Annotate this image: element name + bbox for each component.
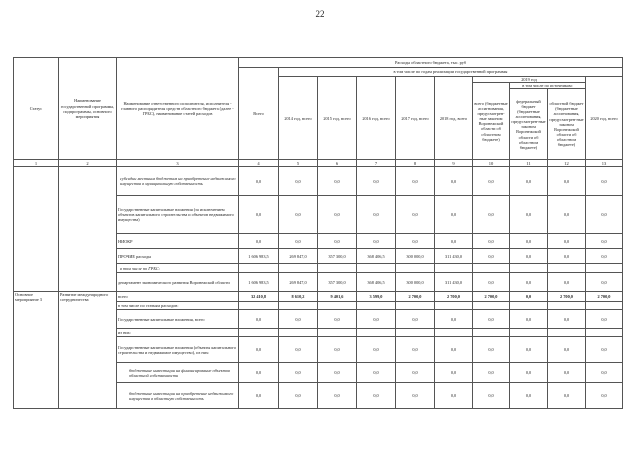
row-description: в том числе по статьям расходов: [117,302,239,310]
budget-table [13,57,623,409]
row-description: департамент экономического развития Воронежской области [117,273,239,292]
cell-value: 269 847,0 [279,273,318,292]
cell-value: 0,0 [357,310,396,329]
cell-value: 0,0 [586,167,623,196]
cell-value: 0,0 [510,337,548,363]
cell-value: 0,0 [239,196,279,234]
header-status: Статус [14,58,59,160]
cell-value: 0,0 [396,234,435,249]
table-row [14,167,623,196]
cell-value: 0,0 [279,337,318,363]
cell-value: 0,0 [435,310,473,329]
cell-value: 0,0 [239,383,279,409]
column-number: 9 [435,160,473,167]
cell-value: 0,0 [279,234,318,249]
cell-value: 0,0 [318,167,357,196]
cell-value: 0,0 [396,310,435,329]
cell-value: 0,0 [586,337,623,363]
cell-value: 0,0 [586,363,623,383]
cell-value: 0,0 [357,234,396,249]
cell-value: 0,0 [586,196,623,234]
cell-value: 0,0 [510,292,548,302]
column-number: 3 [117,160,239,167]
cell-value: 0,0 [396,363,435,383]
cell-value: 0,0 [239,234,279,249]
cell-value: 0,0 [396,383,435,409]
cell-value: 0,0 [318,337,357,363]
cell-value: 0,0 [435,337,473,363]
cell-value: 0,0 [435,234,473,249]
cell-value: 0,0 [548,273,586,292]
column-number: 8 [396,160,435,167]
cell-value: 0,0 [473,196,510,234]
cell-value: 2 700,0 [396,292,435,302]
cell-value: 2 700,0 [435,292,473,302]
header-including-years: в том числе по годам реализации государственной программы [279,68,623,77]
cell-value: 1 606 983,5 [239,273,279,292]
cell-value: 8 610,2 [279,292,318,302]
cell-value: 0,0 [510,363,548,383]
cell-value: 0,0 [318,383,357,409]
row-description: в том числе по ГРБС: [117,264,239,273]
cell-value: 0,0 [510,234,548,249]
status-cell [14,167,59,292]
cell-value: 0,0 [548,363,586,383]
cell-value: 0,0 [473,310,510,329]
cell-value: 0,0 [473,363,510,383]
column-number: 12 [548,160,586,167]
header-2019-total: всего (бюджетные ассигнования, предусмотрен-ные законом Воронежской области об областном бюджете) [473,83,510,160]
cell-value: 0,0 [318,234,357,249]
activity-name: Развитие международного сотрудничества [59,292,117,409]
cell-value: 0,0 [279,363,318,383]
column-number: 13 [586,160,623,167]
header-2014: 2014 год, всего [279,77,318,160]
column-number: 6 [318,160,357,167]
cell-value: 311 430,0 [435,249,473,264]
cell-value: 0,0 [510,273,548,292]
cell-value: 0,0 [357,167,396,196]
cell-value: 0,0 [586,234,623,249]
column-number: 4 [239,160,279,167]
header-federal: федеральный бюджет (бюджетные ассигнования, предусмотрен-ные законом Воронежской области об областном бюджете) [510,89,548,160]
cell-value: 0,0 [473,383,510,409]
header-including-sources: в том числе по источникам: [510,83,586,89]
header-budget-expenses: Расходы областного бюджета, тыс. руб [239,58,623,68]
cell-value: 0,0 [396,337,435,363]
cell-value: 0,0 [586,383,623,409]
cell-value: 0,0 [548,310,586,329]
activity-status: Основное мероприятие 3 [14,292,59,409]
cell-value: 3 599,0 [357,292,396,302]
cell-value: 0,0 [510,249,548,264]
column-number: 11 [510,160,548,167]
cell-value: 2 700,0 [548,292,586,302]
cell-value: 0,0 [548,249,586,264]
cell-value: 0,0 [279,167,318,196]
row-description: бюджетные инвестиции на финансирование объектов областной собственности [117,363,239,383]
row-description: Государственные капитальные вложения, всего [117,310,239,329]
cell-value: 0,0 [279,310,318,329]
cell-value: 0,0 [357,383,396,409]
row-description: субсидии местным бюджетам на приобретение недвижимого имущества в муниципальную собственность [117,167,239,196]
row-description: НИОКР [117,234,239,249]
cell-value: 0,0 [473,167,510,196]
row-description: Государственные капитальные вложения (объекты капитального строительства и недвижимое имущество), из них: [117,337,239,363]
header-2019: 2019 год [473,77,586,83]
cell-value: 0,0 [318,310,357,329]
cell-value: 32 410,8 [239,292,279,302]
cell-value: 0,0 [357,196,396,234]
row-description: из них: [117,329,239,337]
cell-value: 0,0 [318,196,357,234]
cell-value: 0,0 [396,167,435,196]
cell-value: 0,0 [510,167,548,196]
row-description: бюджетные инвестиции на приобретение недвижимого имущества в областную собственность [117,383,239,409]
cell-value: 0,0 [435,383,473,409]
header-program-name: Наименование государственной программы, подпрограммы, основного мероприятия [59,58,117,160]
cell-value: 0,0 [318,363,357,383]
cell-value: 0,0 [548,383,586,409]
column-number: 5 [279,160,318,167]
cell-value: 0,0 [239,363,279,383]
column-number-row [14,160,623,167]
cell-value: 0,0 [473,273,510,292]
cell-value: 0,0 [239,310,279,329]
cell-value: 0,0 [586,310,623,329]
column-number: 10 [473,160,510,167]
header-2016: 2016 год, всего [357,77,396,160]
header-executor: Наименование ответственного исполнителя, исполнителя - главного распорядителя средств областного бюджета (далее - ГРБС), наименование статей расходов [117,58,239,160]
cell-value: 0,0 [510,383,548,409]
page-number: 22 [315,9,325,19]
cell-value: 0,0 [510,196,548,234]
row-description: Государственные капитальные вложения (за исключением объектов капитального строительства и объектов недвижимого имущества) [117,196,239,234]
header-2017: 2017 год, всего [396,77,435,160]
cell-value: 0,0 [279,196,318,234]
cell-value: 311 430,0 [435,273,473,292]
column-number: 1 [14,160,59,167]
row-description: ПРОЧИЕ расходы [117,249,239,264]
header-2015: 2015 год, всего [318,77,357,160]
cell-value: 0,0 [473,249,510,264]
cell-value: 0,0 [435,167,473,196]
cell-value: 0,0 [473,234,510,249]
row-description: всего [117,292,239,302]
table-row [14,292,623,302]
cell-value: 300 000,0 [396,249,435,264]
cell-value: 0,0 [357,337,396,363]
cell-value: 9 401,6 [318,292,357,302]
header-2018: 2018 год, всего [435,77,473,160]
cell-value: 1 606 983,5 [239,249,279,264]
header-total: Всего [239,68,279,160]
cell-value: 0,0 [548,337,586,363]
cell-value: 0,0 [548,234,586,249]
cell-value: 357 300,0 [318,249,357,264]
cell-value: 368 406,5 [357,249,396,264]
cell-value: 0,0 [279,383,318,409]
cell-value: 0,0 [239,337,279,363]
column-number: 2 [59,160,117,167]
cell-value: 2 700,0 [473,292,510,302]
cell-value: 269 847,0 [279,249,318,264]
program-cell [59,167,117,292]
header-regional: областной бюджет (бюджетные ассигнования, предусмотрен-ные законом Воронежской области об областном бюджете) [548,89,586,160]
cell-value: 0,0 [586,273,623,292]
cell-value: 0,0 [473,337,510,363]
cell-value: 357 300,0 [318,273,357,292]
header-2020: 2020 год, всего [586,77,623,160]
cell-value: 0,0 [510,310,548,329]
cell-value: 0,0 [548,196,586,234]
cell-value: 2 700,0 [586,292,623,302]
cell-value: 300 000,0 [396,273,435,292]
cell-value: 0,0 [396,196,435,234]
column-number: 7 [357,160,396,167]
cell-value: 0,0 [435,363,473,383]
cell-value: 0,0 [357,363,396,383]
cell-value: 0,0 [548,167,586,196]
cell-value: 0,0 [239,167,279,196]
cell-value: 0,0 [586,249,623,264]
cell-value: 368 406,5 [357,273,396,292]
cell-value: 0,0 [435,196,473,234]
